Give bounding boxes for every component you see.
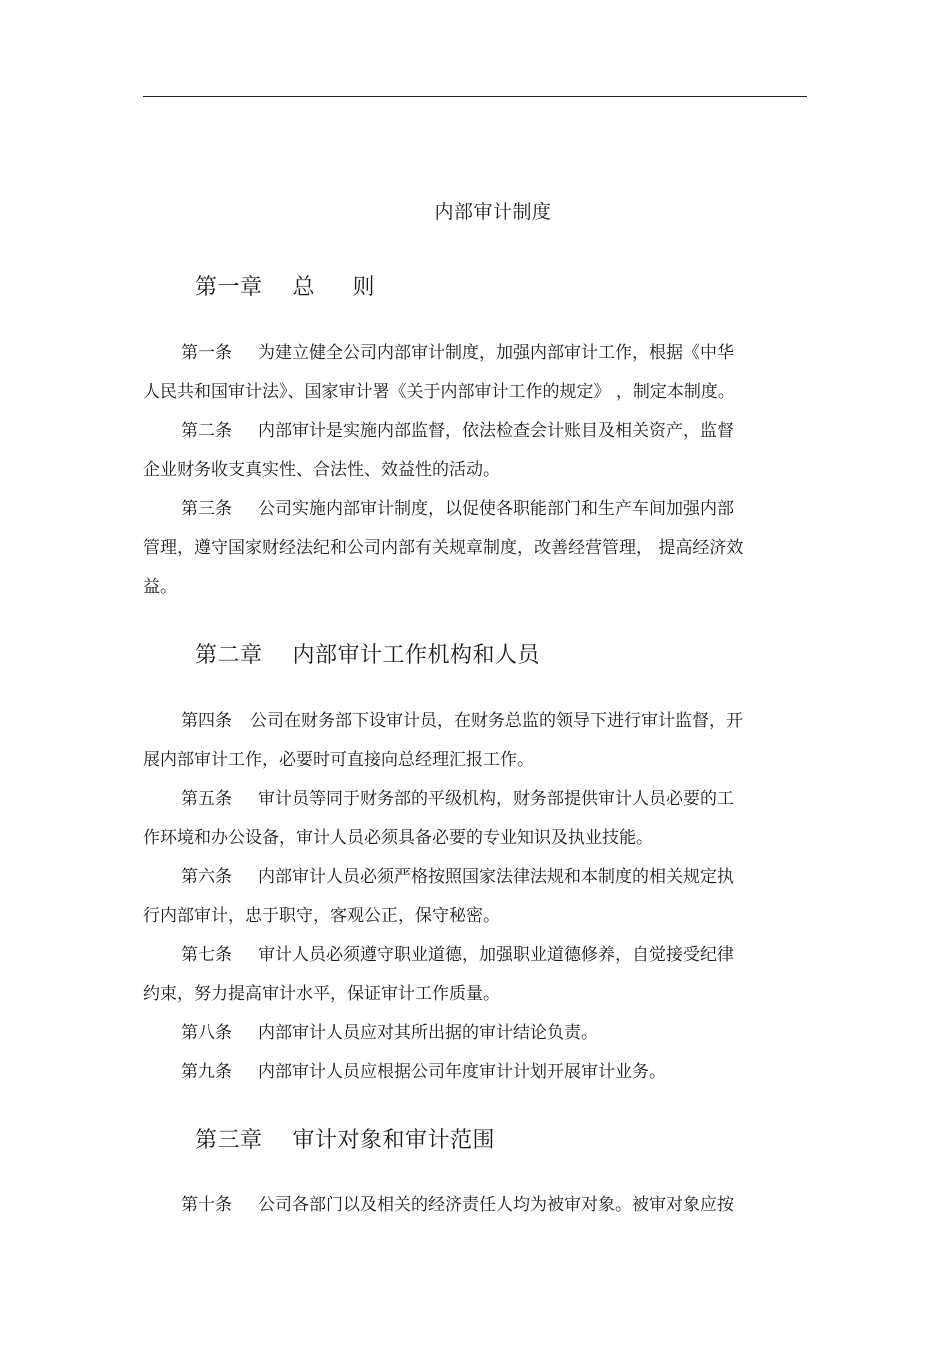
chapter-heading: 第二章 内部审计工作机构和人员 [195,643,540,668]
article-number: 第九条 [181,1062,232,1082]
article [143,412,807,490]
article-text: 约束，努力提高审计水平，保证审计工作质量。 [143,984,500,1004]
article [143,936,807,1014]
article [143,490,807,607]
document-title: 内部审计制度 [434,201,552,223]
article-text: 内部审计人员必须严格按照国家法律法规和本制度的相关规定执 [258,867,734,887]
chapter-heading: 第三章 审计对象和审计范围 [195,1128,495,1153]
article [143,1186,807,1225]
article-text: 管理，遵守国家财经法纪和公司内部有关规章制度，改善经营管理， 提高经济效 [143,538,744,558]
article-number: 第四条 [181,711,232,731]
article-text: 作环境和办公设备，审计人员必须具备必要的专业知识及执业技能。 [143,828,653,848]
article-text: 益。 [143,577,177,597]
article-text: 为建立健全公司内部审计制度，加强内部审计工作，根据《中华 [258,343,734,363]
chapter-heading: 第一章 总 则 [195,275,375,300]
header-rule [143,96,807,97]
article-number: 第七条 [181,945,232,965]
article [143,780,807,858]
article-number: 第三条 [181,499,232,519]
article [143,1053,807,1092]
article-text: 审计员等同于财务部的平级机构，财务部提供审计人员必要的工 [258,789,734,809]
article-text: 内部审计人员应根据公司年度审计计划开展审计业务。 [258,1062,666,1082]
article [143,334,807,412]
article-text: 公司各部门以及相关的经济责任人均为被审对象。被审对象应按 [258,1195,734,1215]
article-text: 企业财务收支真实性、合法性、效益性的活动。 [143,460,500,480]
article-number: 第二条 [181,421,232,441]
article-text: 公司实施内部审计制度，以促使各职能部门和生产车间加强内部 [258,499,734,519]
article-number: 第八条 [181,1023,232,1043]
article-number: 第十条 [181,1195,232,1215]
article-text: 公司在财务部下设审计员，在财务总监的领导下进行审计监督，开 [250,711,743,731]
article-text: 人民共和国审计法》、国家审计署《关于内部审计工作的规定》 ，制定本制度。 [143,382,735,402]
article-text: 内部审计人员应对其所出据的审计结论负责。 [258,1023,598,1043]
article-text: 审计人员必须遵守职业道德，加强职业道德修养，自觉接受纪律 [258,945,734,965]
article-text: 内部审计是实施内部监督，依法检查会计账目及相关资产，监督 [258,421,734,441]
article [143,702,807,780]
article-number: 第五条 [181,789,232,809]
article [143,858,807,936]
article-text: 行内部审计，忠于职守，客观公正，保守秘密。 [143,906,500,926]
article-number: 第六条 [181,867,232,887]
article-number: 第一条 [181,343,232,363]
article [143,1014,807,1053]
article-text: 展内部审计工作，必要时可直接向总经理汇报工作。 [143,750,534,770]
